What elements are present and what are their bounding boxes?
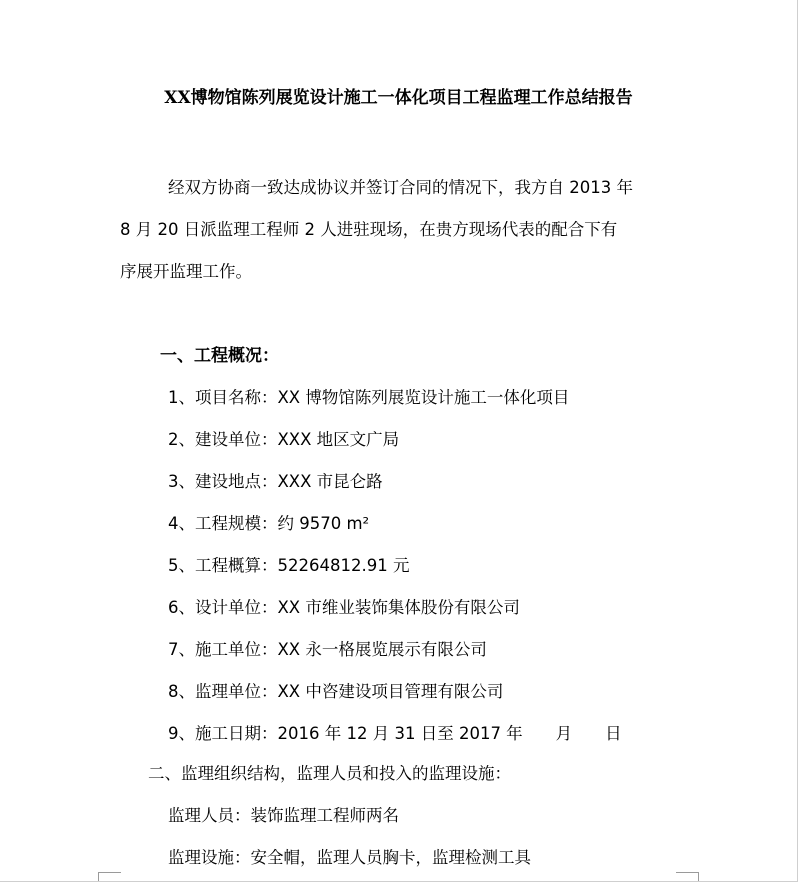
document-title: XX博物馆陈列展览设计施工一体化项目工程监理工作总结报告 [164,88,633,108]
page-margin-corner-right [676,872,699,881]
page-margin-corner-left [98,872,121,881]
overview-item-schedule: 9、施工日期：2016 年 12 月 31 日至 2017 年 月 日 [168,724,622,743]
overview-item-project-name: 1、项目名称：XX 博物馆陈列展览设计施工一体化项目 [168,388,570,407]
overview-item-location: 3、建设地点：XXX 市昆仑路 [168,472,383,491]
overview-item-designer: 6、设计单位：XX 市维业装饰集体股份有限公司 [168,598,520,617]
overview-item-supervisor: 8、监理单位：XX 中咨建设项目管理有限公司 [168,682,504,701]
personnel-line: 监理人员：装饰监理工程师两名 [168,806,399,825]
intro-line-1: 经双方协商一致达成协议并签订合同的情况下，我方自 2013 年 [168,178,633,197]
section-heading-overview: 一、工程概况： [160,346,279,366]
overview-item-contractor: 7、施工单位：XX 永一格展览展示有限公司 [168,640,487,659]
overview-item-budget: 5、工程概算：52264812.91 元 [168,556,410,575]
intro-line-2: 8 月 20 日派监理工程师 2 人进驻现场，在贵方现场代表的配合下有 [120,220,618,239]
overview-item-owner: 2、建设单位：XXX 地区文广局 [168,430,400,449]
facilities-line: 监理设施：安全帽，监理人员胸卡，监理检测工具 [168,848,531,867]
section-heading-organization: 二、监理组织结构，监理人员和投入的监理设施： [148,764,511,783]
overview-item-scale: 4、工程规模：约 9570 m² [168,514,370,533]
intro-line-3: 序展开监理工作。 [120,262,252,281]
